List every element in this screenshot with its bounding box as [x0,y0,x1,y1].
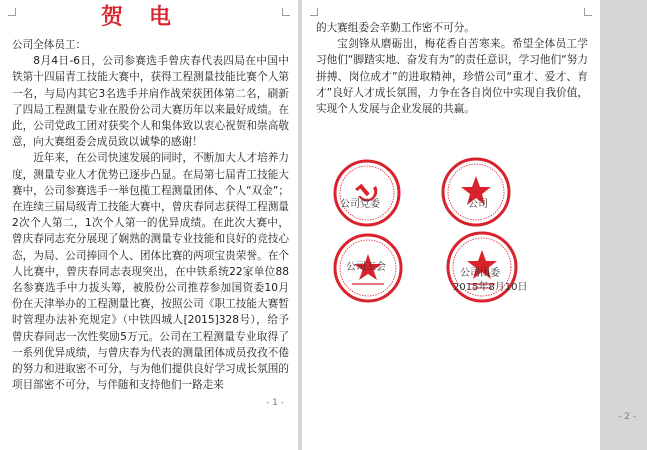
paragraph: 宝剑锋从磨砺出，梅花香自苦寒来。希望全体员工学习他们“脚踏实地、奋发有为”的责任意识，学习他们“努力拼搏、岗位成才”的进取精神，珍惜公司“重才、爱才、育才”良好人才成长氛围，力争在各自岗位中实现自我价值，实现个人发展与企业发展的共赢。 [316,38,588,116]
party-committee-seal-icon [332,158,402,228]
salutation: 公司全体员工： [12,39,87,51]
crop-mark [310,8,318,16]
page1-body [12,37,289,393]
crop-mark [584,8,592,16]
signatory-union: 公司工会 [346,262,386,273]
company-seal-icon [440,156,512,228]
document-page-1 [0,0,298,450]
signatory-company: 公司 [468,199,488,210]
signatory-youth-league: 公司团委 [460,268,500,279]
page2-body [316,20,588,117]
paragraph: 近年来，在公司快速发展的同时，不断加大人才培养力度，测量专业人才优势已逐步凸显。在局第七届青工技能大赛中，公司参赛选手一举包揽工程测量团体、个人“双金”；在连续三届局级青工技能大赛中，曾庆春同志获得工程测量2次个人第二，1次个人第一的优异成绩。在此次大赛中，曾庆春同志充分展现了娴熟的测量专业技能和良好的竞技心态，为局、公司捧回个人、团体比赛的两项宝贵荣誉。在个人比赛中，曾庆春同志表现突出，在中铁系统22家单位88名参赛选手中力拔头筹，被股份公司推荐参加国资委10月份在天津举办的工程测量比赛，按照公司《职工技能大赛暂时管理办法补充规定》（中铁四城人[2015]328号），给予曾庆春同志一次性奖励5万元。公司在工程测量专业取得了一系列优异成绩，与曾庆春为代表的测量团体成员孜孜不倦的努力和进取密不可分，与为他们提供良好学习成长氛围的项目部密不可分，与伴随和支持他们一路走来 [12,152,289,392]
paragraph: 的大赛组委会辛勤工作密不可分。 [316,22,475,34]
paragraph: 8月4日-6日，公司参赛选手曾庆春代表四局在中国中铁第十四届青工技能大赛中，获得工程测量技能比赛个人第一名，与局内其它3名选手并肩作战荣获团体第二名，刷新了四局工程测量专业在股份公司大赛历年以来最好成绩。在此，公司党政工团对获奖个人和集体致以衷心祝贺和崇高敬意，向大赛组委会成员致以诚挚的感谢！ [12,55,289,149]
page-number: - 2 - [618,412,636,422]
document-page-2 [302,0,636,450]
document-title: 贺电 [100,4,197,30]
page-number: - 1 - [266,398,284,408]
document-date: 2015年8月10日 [453,282,528,293]
signatory-party-committee: 公司党委 [340,199,380,210]
